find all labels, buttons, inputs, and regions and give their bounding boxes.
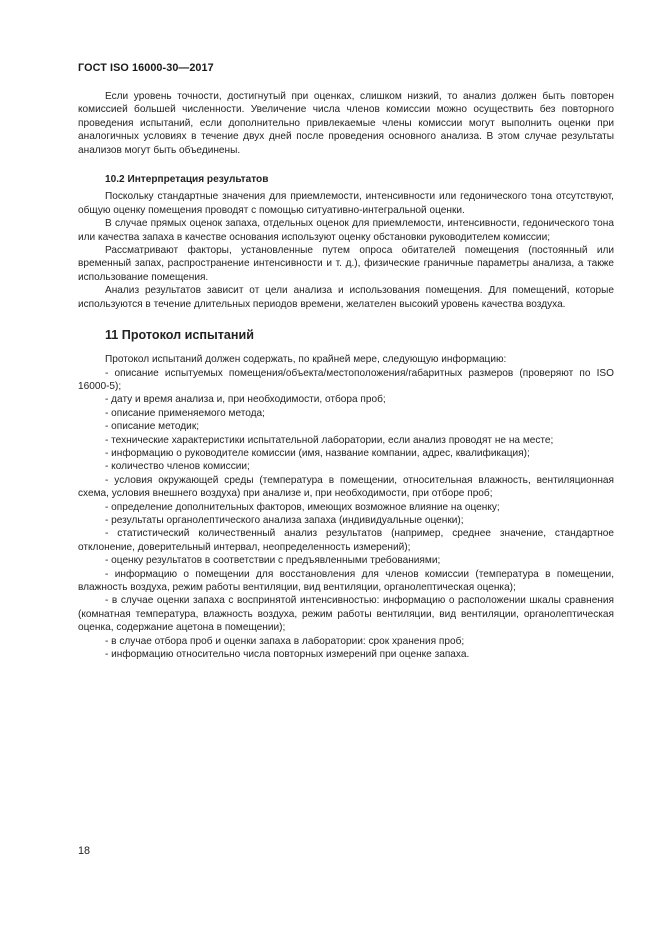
- list-item: - в случае оценки запаха с воспринятой интенсивностью: информацию о расположении шкалы сравнения (комнатная температура, влажность воздуха, режим работы вентиляции, вид вентиляции, органолептическая оценка, содержание ацетона в помещении);: [78, 595, 614, 634]
- page-number: 18: [78, 845, 91, 857]
- list-item: - информацию о помещении для восстановления для членов комиссии (температура в помещении, влажность воздуха, режим работы вентиляции, вид вентиляции, органолептическая оценка);: [78, 568, 614, 593]
- list-item: - описание применяемого метода;: [105, 407, 265, 419]
- list-item: - определение дополнительных факторов, имеющих возможное влияние на оценку;: [105, 501, 500, 513]
- subsection-paragraph: Анализ результатов зависит от цели анализа и использования помещения. Для помещений, которые используются в течение длительных периодов времени, желателен высокий уровень качества воздуха.: [78, 285, 614, 310]
- list-item: - информацию о руководителе комиссии (имя, название компании, адрес, квалификация);: [105, 447, 530, 459]
- page-content: [78, 90, 614, 661]
- subsection-paragraph: В случае прямых оценок запаха, отдельных оценок для приемлемости, интенсивности, гедонического тона или качества запаха в качестве основания используют оценку обстановки руководителем комиссии;: [78, 218, 614, 243]
- intro-paragraph: Если уровень точности, достигнутый при оценках, слишком низкий, то анализ должен быть повторен комиссией большей численности. Увеличение числа членов комиссии можно осуществить без повторного проведения испытаний, если дополнительно привлекаемые члены комиссии могут выполнить оценки при аналогичных условиях в течение двух дней после проведения основного анализа. В этом случае результаты анализов могут быть объединены.: [78, 91, 614, 156]
- section-title: 11 Протокол испытаний: [105, 328, 255, 343]
- list-item: - описание испытуемых помещения/объекта/местоположения/габаритных размеров (проверяют по ISO 16000-5);: [78, 367, 614, 392]
- subsection-paragraph: Рассматривают факторы, установленные путем опроса обитателей помещения (постоянный или временный запах, распространение интенсивности и т. д.), физические граничные параметры анализа, а также использование помещения.: [78, 245, 614, 283]
- list-item: - условия окружающей среды (температура в помещении, относительная влажность, вентиляционная схема, условия внешнего воздуха) при анализе и, при необходимости, при отборе проб;: [78, 474, 614, 500]
- list-item: - дату и время анализа и, при необходимости, отбора проб;: [105, 394, 386, 406]
- document-header: ГОСТ ISO 16000-30—2017: [78, 62, 214, 74]
- subsection-paragraph: Поскольку стандартные значения для приемлемости, интенсивности или гедонического тона отсутствуют, общую оценку помещения проводят с помощью ситуативно-интегральной оценки.: [78, 191, 614, 216]
- list-item: - технические характеристики испытательной лаборатории, если анализ проводят не на месте;: [105, 434, 554, 446]
- list-item: - информацию относительно числа повторных измерений при оценке запаха.: [105, 649, 470, 661]
- list-item: - статистический количественный анализ результатов (например, среднее значение, стандартное отклонение, доверительный интервал, неопределенность измерений);: [78, 528, 614, 553]
- list-item: - результаты органолептического анализа запаха (индивидуальные оценки);: [105, 514, 464, 526]
- subsection-title: 10.2 Интерпретация результатов: [105, 174, 269, 186]
- list-item: - оценку результатов в соответствии с предъявленными требованиями;: [105, 555, 441, 567]
- section-lead: Протокол испытаний должен содержать, по крайней мере, следующую информацию:: [105, 354, 507, 366]
- list-item: - описание методик;: [105, 421, 200, 433]
- list-item: - количество членов комиссии;: [105, 461, 250, 473]
- list-item: - в случае отбора проб и оценки запаха в лаборатории: срок хранения проб;: [105, 635, 465, 647]
